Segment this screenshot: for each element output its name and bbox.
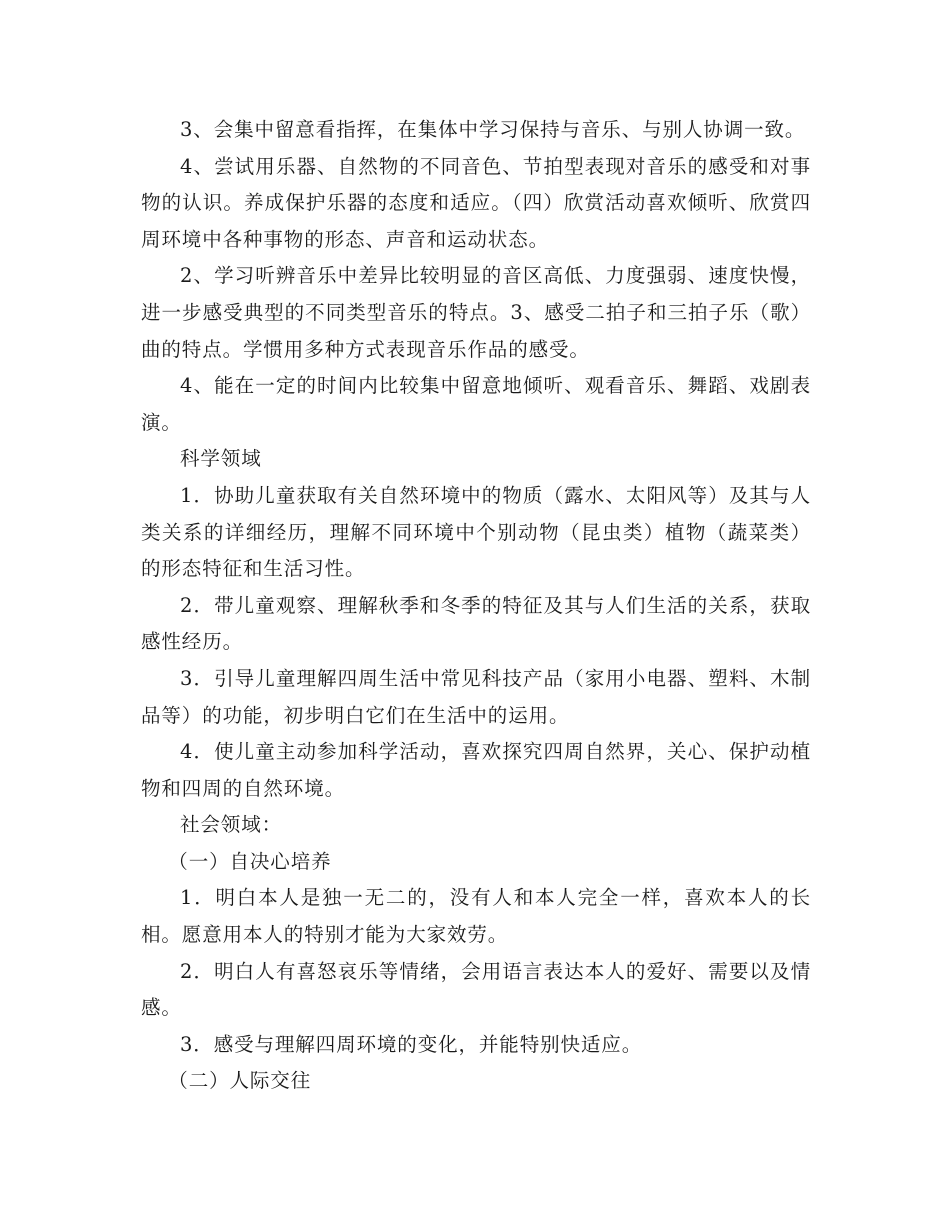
paragraph-science-2: 2．带儿童观察、理解秋季和冬季的特征及其与人们生活的关系，获取感性经历。 [141,593,811,654]
paragraph-social-3: 3．感受与理解四周环境的变化，并能特别快适应。 [180,1032,643,1056]
paragraph-science-4: 4．使儿童主动参加科学活动，喜欢探究四周自然界，关心、保护动植物和四周的自然环境。 [141,740,811,800]
paragraph-science-3: 3．引导儿童理解四周生活中常见科技产品（家用小电器、塑料、木制品等）的功能，初步明白它们在生活中的运用。 [141,666,811,727]
paragraph-science-1: 1．协助儿童获取有关自然环境中的物质（露水、太阳风等）及其与人类关系的详细经历，理解不同环境中个别动物（昆虫类）植物（蔬菜类）的形态特征和生活习性。 [141,483,811,581]
paragraph-music-3: 3、会集中留意看指挥，在集体中学习保持与音乐、与别人协调一致。 [180,118,806,141]
subheading-interpersonal: （二）人际交往 [168,1069,312,1093]
paragraph-appreciation-2: 2、学习听辨音乐中差异比较明显的音区高低、力度强弱、速度快慢，进一步感受典型的不同类型音乐的特点。3、感受二拍子和三拍子乐（歌）曲的特点。学惯用多种方式表现音乐作品的感受。 [141,264,811,361]
document-body [141,112,811,1100]
section-heading-science: 科学领域 [180,447,262,471]
paragraph-social-1: 1．明白本人是独一无二的，没有人和本人完全一样，喜欢本人的长相。愿意用本人的特别才能为大家效劳。 [141,886,811,947]
paragraph-social-2: 2．明白人有喜怒哀乐等情绪，会用语言表达本人的爱好、需要以及情感。 [141,959,811,1020]
paragraph-appreciation-4: 4、能在一定的时间内比较集中留意地倾听、观看音乐、舞蹈、戏剧表演。 [141,374,811,434]
section-heading-social: 社会领域： [180,813,283,837]
subheading-self-confidence: （一）自决心培养 [168,849,332,873]
paragraph-music-4: 4、尝试用乐器、自然物的不同音色、节拍型表现对音乐的感受和对事物的认识。养成保护乐器的态度和适应。（四）欣赏活动喜欢倾听、欣赏四周环境中各种事物的形态、声音和运动状态。 [141,154,811,251]
